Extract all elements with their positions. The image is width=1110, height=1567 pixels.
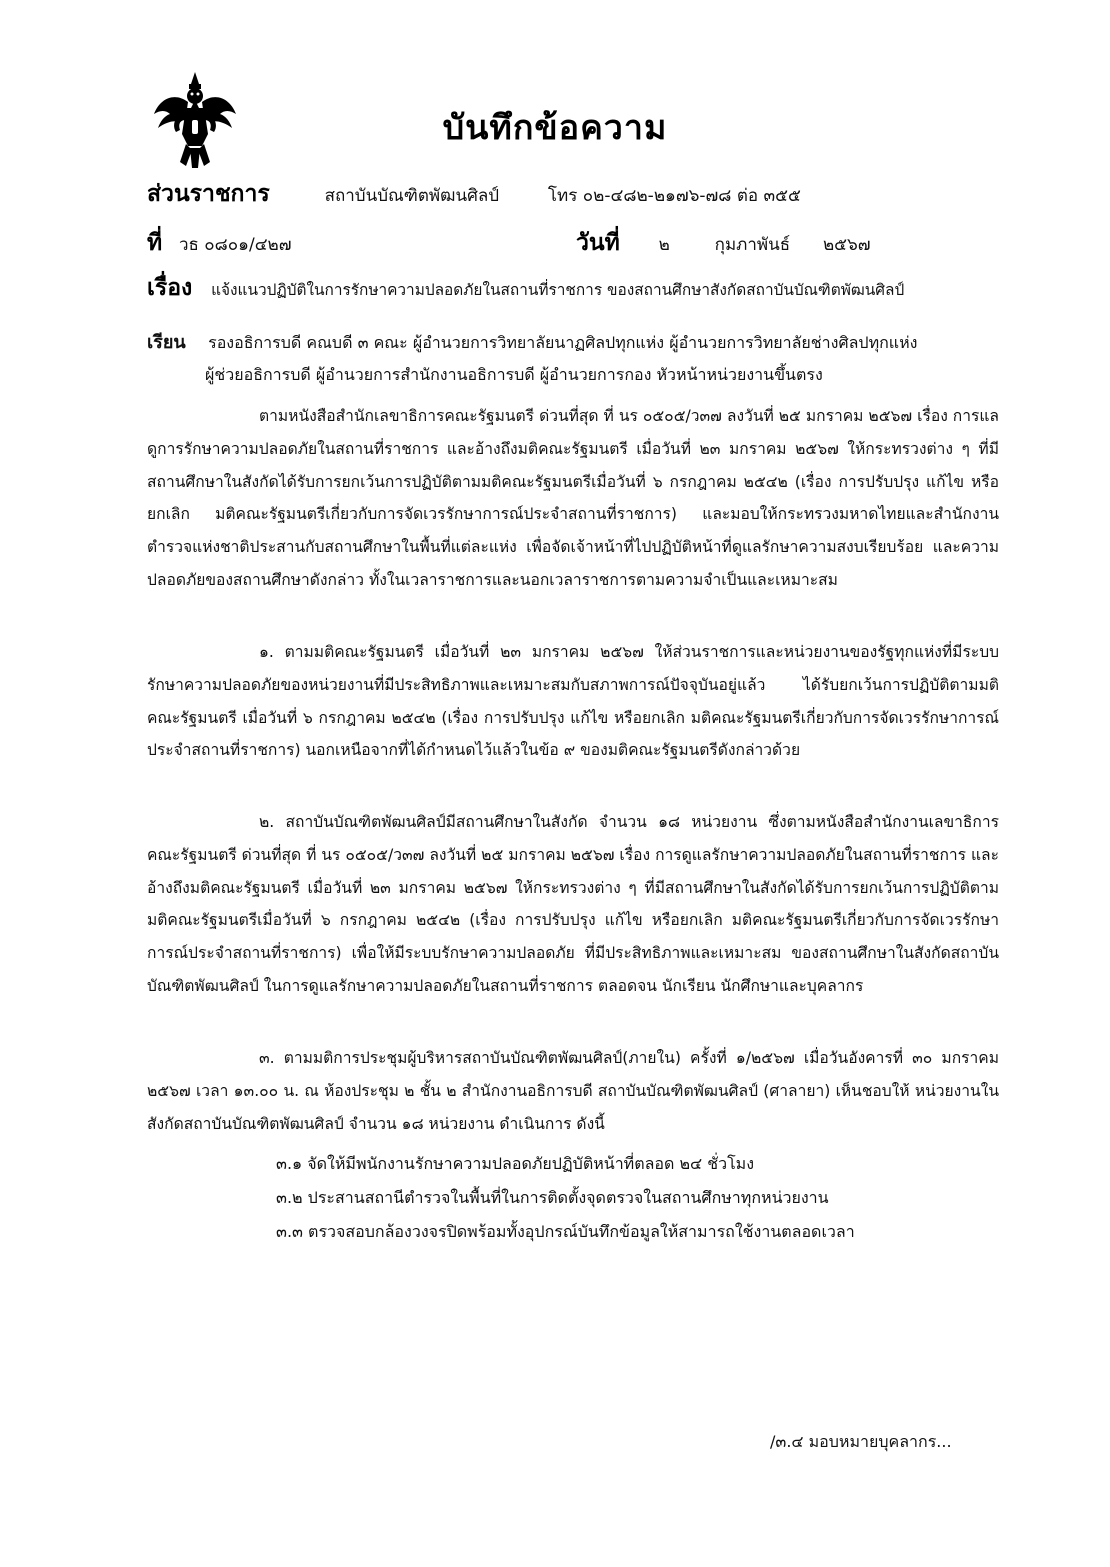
body-item-2: ๒. สถาบันบัณฑิตพัฒนศิลป์มีสถานศึกษาในสังกัด จำนวน ๑๘ หน่วยงาน ซึ่งตามหนังสือสำนักงานเลขาธิการคณะรัฐมนตรี ด่วนที่สุด ที่ นร ๐๕๐๕/ว๓๗ ลงวันที่ ๒๕ มกราคม ๒๕๖๗ เรื่อง การดูแลรักษาความปลอดภัยในสถานที่ราชการ และอ้างถึงมติคณะรัฐมนตรี เมื่อวันที่ ๒๓ มกราคม ๒๕๖๗ ให้กระทรวงต่าง ๆ ที่มีสถานศึกษาในสังกัดได้รับการยกเว้นการปฏิบัติตามมติคณะรัฐมนตรีเมื่อวันที่ ๖ กรกฎาคม ๒๕๔๒ (เรื่อง การปรับปรุง แก้ไข หรือยกเลิก มติคณะรัฐมนตรีเกี่ยวกับการจัดเวรรักษาการณ์ประจำสถานที่ราชการ) เพื่อให้มีระบบรักษาความปลอดภัย ที่มีประสิทธิภาพและเหมาะสม ของสถานศึกษาในสังกัดสถาบันบัณฑิตพัฒนศิลป์ ในการดูแลรักษาความปลอดภัยในสถานที่ราชการ ตลอดจน นักเรียน นักศึกษาและบุคลากร (147, 813, 999, 995)
memo-title: บันทึกข้อความ (442, 108, 668, 148)
body-item-3-3: ๓.๓ ตรวจสอบกล้องวงจรปิดพร้อมทั้งอุปกรณ์บันทึกข้อมูลให้สามารถใช้งานตลอดเวลา (276, 1222, 855, 1241)
date-day: ๒ (658, 235, 670, 255)
department-row (147, 176, 801, 212)
salutation-line-1 (147, 327, 1007, 359)
phone-value: โทร ๐๒-๔๘๒-๒๑๗๖-๗๘ ต่อ ๓๕๕ (547, 186, 801, 206)
subject-value: แจ้งแนวปฏิบัติในการรักษาความปลอดภัยในสถานที่ราชการ ของสถานศึกษาสังกัดสถาบันบัณฑิตพัฒนศิลป์ (211, 281, 905, 299)
reference-label: ที่ (147, 230, 163, 256)
body-item2-block (147, 806, 999, 1003)
date-year: ๒๕๖๗ (822, 235, 871, 255)
subject-row (147, 270, 904, 306)
body-intro: ตามหนังสือสำนักเลขาธิการคณะรัฐมนตรี ด่วนที่สุด ที่ นร ๐๕๐๕/ว๓๗ ลงวันที่ ๒๕ มกราคม ๒๕๖๗ เรื่อง การแลดูการรักษาความปลอดภัยในสถานที่ราชการ และอ้างถึงมติคณะรัฐมนตรี เมื่อวันที่ ๒๓ มกราคม ๒๕๖๗ ให้กระทรวงต่าง ๆ ที่มีสถานศึกษาในสังกัดได้รับการยกเว้นการปฏิบัติตามมติคณะรัฐมนตรีเมื่อวันที่ ๖ กรกฎาคม ๒๕๔๒ (เรื่อง การปรับปรุง แก้ไข หรือยกเลิก มติคณะรัฐมนตรีเกี่ยวกับการจัดเวรรักษาการณ์ประจำสถานที่ราชการ) และมอบให้กระทรวงมหาดไทยและสำนักงานตำรวจแห่งชาติประสานกับสถานศึกษาในพื้นที่แต่ละแห่ง เพื่อจัดเจ้าหน้าที่ไปปฏิบัติหน้าที่ดูแลรักษาความสงบเรียบร้อย และความปลอดภัยของสถานศึกษาดังกล่าว ทั้งในเวลาราชการและนอกเวลาราชการตามความจำเป็นและเหมาะสม (147, 407, 999, 589)
body-item1-block (147, 636, 999, 767)
body-item3-block (147, 1042, 999, 1140)
reference-value: วธ ๐๘๐๑/๔๒๗ (178, 235, 292, 255)
to-line-1: รองอธิการบดี คณบดี ๓ คณะ ผู้อำนวยการวิทยาลัยนาฏศิลปทุกแห่ง ผู้อำนวยการวิทยาลัยช่างศิลปทุกแห่ง (208, 333, 918, 352)
department-label: ส่วนราชการ (147, 181, 270, 207)
date-label: วันที่ (576, 230, 620, 256)
body-item-1: ๑. ตามมติคณะรัฐมนตรี เมื่อวันที่ ๒๓ มกราคม ๒๕๖๗ ให้ส่วนราชการและหน่วยงานของรัฐทุกแห่งที่มีระบบรักษาความปลอดภัยของหน่วยงานที่มีประสิทธิภาพและเหมาะสมกับสภาพการณ์ปัจจุบันอยู่แล้ว ได้รับยกเว้นการปฏิบัติตามมติคณะรัฐมนตรี เมื่อวันที่ ๖ กรกฎาคม ๒๕๔๒ (เรื่อง การปรับปรุง แก้ไข หรือยกเลิก มติคณะรัฐมนตรีเกี่ยวกับการจัดเวรรักษาการณ์ประจำสถานที่ราชการ) นอกเหนือจากที่ได้กำหนดไว้แล้วในข้อ ๙ ของมติคณะรัฐมนตรีดังกล่าวด้วย (147, 643, 999, 760)
body-item-3-1: ๓.๑ จัดให้มีพนักงานรักษาความปลอดภัยปฏิบัติหน้าที่ตลอด ๒๔ ชั่วโมง (276, 1154, 755, 1173)
body-intro-block (147, 400, 999, 597)
reference-row (147, 225, 292, 261)
body-item-3: ๓. ตามมติการประชุมผู้บริหารสถาบันบัณฑิตพัฒนศิลป์(ภายใน) ครั้งที่ ๑/๒๕๖๗ เมื่อวันอังคารที่ ๓๐ มกราคม ๒๕๖๗ เวลา ๑๓.๐๐ น. ณ ห้องประชุม ๒ ชั้น ๒ สำนักงานอธิการบดี สถาบันบัณฑิตพัฒนศิลป์ (ศาลายา) เห็นชอบให้ หน่วยงานในสังกัดสถาบันบัณฑิตพัฒนศิลป์ จำนวน ๑๘ หน่วยงาน ดำเนินการ ดังนี้ (147, 1049, 999, 1133)
department-value: สถาบันบัณฑิตพัฒนศิลป์ (324, 186, 500, 206)
subject-label: เรื่อง (147, 275, 193, 301)
to-line-2: ผู้ช่วยอธิการบดี ผู้อำนวยการสำนักงานอธิการบดี ผู้อำนวยการกอง หัวหน้าหน่วยงานขึ้นตรง (205, 365, 823, 384)
date-row (576, 225, 871, 261)
date-month: กุมภาพันธ์ (714, 235, 791, 255)
salutation-block (147, 327, 1007, 391)
to-label: เรียน (147, 332, 186, 353)
continued-note: /๓.๔ มอบหมายบุคลากร... (770, 1432, 952, 1451)
body-item-3-2: ๓.๒ ประสานสถานีตำรวจในพื้นที่ในการติดตั้งจุดตรวจในสถานศึกษาทุกหน่วยงาน (276, 1188, 829, 1207)
